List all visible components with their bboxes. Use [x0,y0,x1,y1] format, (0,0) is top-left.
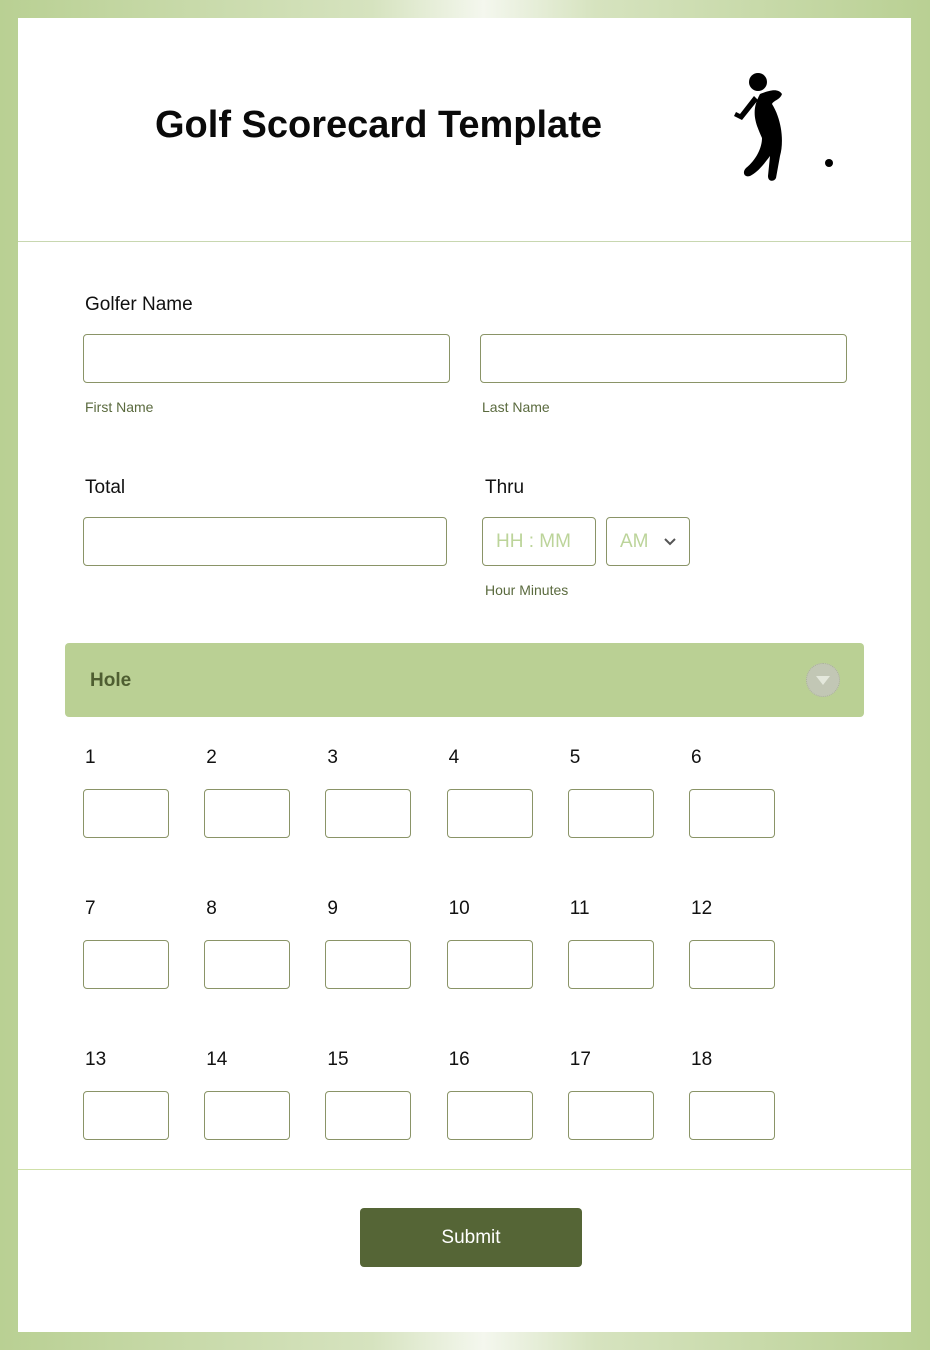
collapse-toggle-icon[interactable] [806,663,840,697]
ampm-value: AM [620,531,649,552]
hole-number-label: 8 [206,898,217,919]
total-label: Total [85,477,126,498]
hole-number-label: 13 [85,1049,107,1070]
first-name-sublabel: First Name [85,399,154,415]
hole-score-input[interactable] [204,940,290,989]
hole-number-label: 6 [691,747,702,768]
thru-label: Thru [485,477,525,498]
hole-score-input[interactable] [689,1091,775,1140]
footer-divider [18,1169,911,1170]
chevron-down-icon [664,537,676,546]
hole-number-label: 5 [569,747,581,768]
hole-number-label: 7 [85,898,96,919]
hole-number-label: 12 [691,898,713,919]
golfer-icon [730,72,840,184]
hole-score-input[interactable] [325,1091,411,1140]
time-placeholder: HH : MM [496,531,571,552]
hole-number-label: 14 [206,1049,228,1070]
hole-number-label: 3 [327,747,338,768]
hole-score-input[interactable] [83,1091,169,1140]
hole-number-label: 1 [85,747,96,768]
hole-score-input[interactable] [204,789,290,838]
thru-time-input[interactable] [482,517,596,566]
hole-score-input[interactable] [325,940,411,989]
hole-number-label: 15 [327,1049,349,1070]
hole-number-label: 2 [206,747,217,768]
form-card [18,18,911,1332]
hole-number-label: 4 [448,747,460,768]
page-title: Golf Scorecard Template [155,104,602,146]
hole-number-label: 10 [448,898,470,919]
first-name-input[interactable] [83,334,450,383]
hole-score-input[interactable] [447,940,533,989]
hole-score-input[interactable] [689,940,775,989]
hole-section-header[interactable] [65,643,864,717]
total-input[interactable] [83,517,447,566]
time-sublabel: Hour Minutes [485,582,569,598]
golfer-name-label: Golfer Name [85,294,193,315]
hole-score-input[interactable] [568,1091,654,1140]
ampm-select[interactable] [606,517,690,566]
header-divider [18,241,911,242]
hole-score-input[interactable] [568,789,654,838]
hole-score-input[interactable] [568,940,654,989]
hole-number-label: 18 [691,1049,713,1070]
last-name-sublabel: Last Name [482,399,550,415]
hole-number-label: 17 [569,1049,591,1070]
hole-score-input[interactable] [204,1091,290,1140]
last-name-input[interactable] [480,334,847,383]
hole-score-input[interactable] [83,940,169,989]
hole-score-input[interactable] [447,789,533,838]
hole-number-label: 11 [569,898,590,919]
hole-score-input[interactable] [325,789,411,838]
hole-number-label: 16 [448,1049,470,1070]
hole-section-title: Hole [90,670,132,691]
submit-button[interactable]: Submit [360,1208,582,1267]
hole-score-input[interactable] [689,789,775,838]
hole-number-label: 9 [327,898,338,919]
hole-score-input[interactable] [83,789,169,838]
hole-score-input[interactable] [447,1091,533,1140]
